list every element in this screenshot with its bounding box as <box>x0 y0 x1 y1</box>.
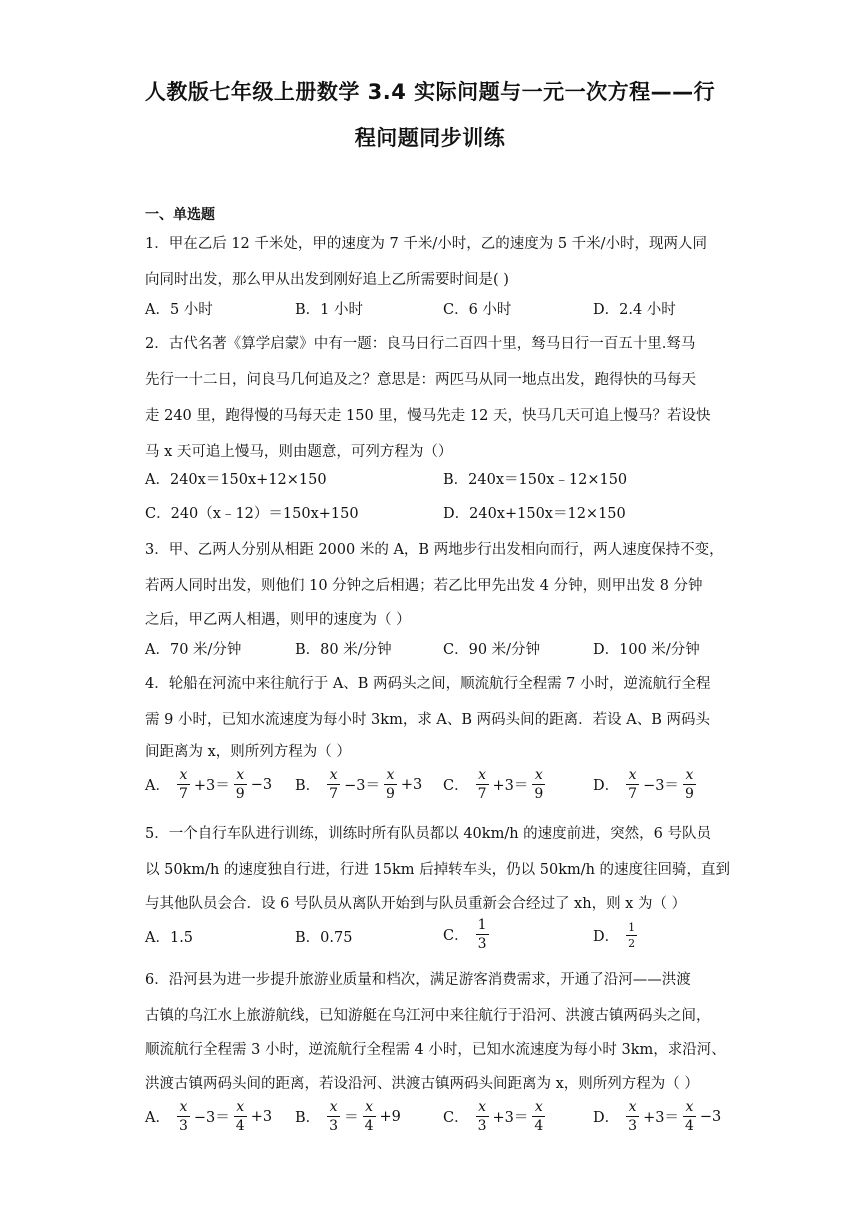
denominator: 4 <box>684 1118 694 1134</box>
page-title-line-2: 程问题同步训练 <box>354 126 506 150</box>
question-3-line-1: 3．甲、乙两人分别从相距 2000 米的 A，B 两地步行出发相向而行，两人速度保持不变， <box>145 542 724 558</box>
option-label: D． <box>593 929 620 945</box>
question-4-option-b[interactable] <box>295 768 425 801</box>
operator: +3 <box>400 776 423 793</box>
fraction <box>683 1100 696 1133</box>
question-2-options-row-2 <box>145 502 745 532</box>
question-1-option-c[interactable]: C．6 小时 <box>443 302 512 318</box>
fraction <box>234 768 247 801</box>
operator: +3＝ <box>492 778 529 794</box>
question-6-option-c[interactable] <box>443 1100 546 1133</box>
numerator: x <box>236 767 245 783</box>
question-2-line-1: 2．古代名著《算学启蒙》中有一题：良马日行二百四十里，驽马日行一百五十里.驽马 <box>145 336 696 352</box>
question-6-option-b[interactable] <box>295 1100 404 1133</box>
operator: +3 <box>250 1108 273 1125</box>
operator: −3 <box>250 776 273 793</box>
question-2-option-c[interactable]: C．240（x﹣12）＝150x+150 <box>145 506 359 522</box>
fraction <box>363 1100 376 1133</box>
option-label: A． <box>145 778 170 794</box>
question-4-option-c[interactable] <box>443 768 546 801</box>
option-label: C． <box>443 928 469 944</box>
numerator: x <box>534 767 543 783</box>
denominator: 9 <box>385 786 395 802</box>
question-5-line-3: 与其他队员会合．设 6 号队员从离队开始到与队员重新会合经过了 xh，则 x 为（ ） <box>145 896 687 912</box>
question-1-option-d[interactable]: D．2.4 小时 <box>593 302 676 318</box>
fraction <box>234 1100 247 1133</box>
question-2-option-d[interactable]: D．240x+150x＝12×150 <box>443 506 626 522</box>
question-4-option-d[interactable] <box>593 768 697 801</box>
numerator: x <box>628 767 637 783</box>
question-6-line-2: 古镇的乌江水上旅游航线，已知游艇在乌江河中来往航行于沿河、洪渡古镇两码头之间， <box>145 1008 711 1024</box>
question-4-line-3: 间距离为 x，则所列方程为（ ） <box>145 744 351 760</box>
question-1-options <box>145 298 745 328</box>
question-2-line-4: 马 x 天可追上慢马，则由题意，可列方程为（） <box>145 444 453 460</box>
denominator: 9 <box>684 786 694 802</box>
question-1-option-a[interactable]: A．5 小时 <box>145 302 213 318</box>
question-3-option-d[interactable]: D．100 米/分钟 <box>593 642 700 658</box>
operator: +3＝ <box>643 1110 679 1126</box>
denominator: 3 <box>628 1118 638 1134</box>
fraction <box>476 918 489 951</box>
denominator: 7 <box>477 786 487 802</box>
denominator: 7 <box>178 786 188 802</box>
question-1-line-1: 1．甲在乙后 12 千米处，甲的速度为 7 千米/小时，乙的速度为 5 千米/小时，现两人同 <box>145 236 708 252</box>
question-3-option-b[interactable]: B．80 米/分钟 <box>295 642 392 658</box>
operator: −3＝ <box>643 778 679 794</box>
fraction <box>532 768 545 801</box>
question-5-option-d[interactable] <box>593 922 638 949</box>
fraction <box>683 768 696 801</box>
question-4-option-a[interactable] <box>145 768 275 801</box>
fraction <box>626 922 637 949</box>
fraction <box>177 768 190 801</box>
denominator: 4 <box>364 1118 374 1134</box>
numerator: x <box>478 767 487 783</box>
page-title-line-1: 人教版七年级上册数学 3.4 实际问题与一元一次方程——行 <box>144 80 716 104</box>
numerator: x <box>685 767 694 783</box>
fraction <box>476 768 489 801</box>
denominator: 7 <box>329 786 339 802</box>
question-2-line-2: 先行一十二日，问良马几何追及之？意思是：两匹马从同一地点出发，跑得快的马每天 <box>145 372 696 388</box>
operator: +9 <box>379 1108 401 1125</box>
denominator: 7 <box>628 786 638 802</box>
operator: ＝ <box>344 1110 359 1126</box>
denominator: 3 <box>329 1118 339 1134</box>
question-5-line-2: 以 50km/h 的速度独自行进，行进 15km 后掉转车头，仍以 50km/h 的速度往回骑，直到 <box>145 862 731 878</box>
question-5-line-1: 5．一个自行车队进行训练，训练时所有队员都以 40km/h 的速度前进，突然，6 号队员 <box>145 826 711 842</box>
question-5-option-a[interactable]: A．1.5 <box>145 930 194 946</box>
option-label: A． <box>145 1110 170 1126</box>
denominator: 4 <box>235 1118 245 1134</box>
question-6-line-3: 顺流航行全程需 3 小时，逆流航行全程需 4 小时，已知水流速度为每小时 3km，求沿河、 <box>145 1042 726 1058</box>
operator: −3 <box>699 1108 722 1125</box>
question-6-line-4: 洪渡古镇两码头间的距离，若设沿河、洪渡古镇两码头间距离为 x，则所列方程为（ ） <box>145 1076 699 1092</box>
option-label: B． <box>295 778 321 794</box>
option-label: D． <box>593 1110 620 1126</box>
fraction <box>327 768 340 801</box>
question-6-options <box>145 1100 745 1144</box>
option-label: B． <box>295 1110 321 1126</box>
operator: −3＝ <box>193 1110 230 1126</box>
numerator: 1 <box>477 917 487 933</box>
numerator: x <box>628 1099 637 1115</box>
question-1-option-b[interactable]: B．1 小时 <box>295 302 363 318</box>
question-4-line-1: 4．轮船在河流中来往航行于 A、B 两码头之间，顺流航行全程需 7 小时，逆流航行全程 <box>145 676 711 692</box>
fraction <box>177 1100 190 1133</box>
question-3-option-c[interactable]: C．90 米/分钟 <box>443 642 541 658</box>
question-4-line-2: 需 9 小时，已知水流速度为每小时 3km，求 A、B 两码头间的距离．若设 A、B 两码头 <box>145 712 711 728</box>
numerator: x <box>179 1099 188 1115</box>
fraction <box>532 1100 545 1133</box>
question-5-option-c[interactable] <box>443 918 490 951</box>
denominator: 2 <box>628 937 636 950</box>
question-5-option-b[interactable]: B．0.75 <box>295 930 353 946</box>
option-label: C． <box>443 778 469 794</box>
question-2-option-b[interactable]: B．240x＝150x﹣12×150 <box>443 472 628 488</box>
operator: −3＝ <box>344 778 380 794</box>
operator: +3＝ <box>193 778 230 794</box>
question-3-line-2: 若两人同时出发，则他们 10 分钟之后相遇；若乙比甲先出发 4 分钟，则甲出发 8 分钟 <box>145 578 703 594</box>
denominator: 9 <box>534 786 544 802</box>
numerator: x <box>386 767 395 783</box>
numerator: x <box>685 1099 694 1115</box>
numerator: x <box>534 1099 543 1115</box>
question-2-line-3: 走 240 里，跑得慢的马每天走 150 里，慢马先走 12 天，快马几天可追上慢马？若设快 <box>145 408 711 424</box>
denominator: 9 <box>235 786 245 802</box>
question-1-line-2: 向同时出发，那么甲从出发到刚好追上乙所需要时间是( ) <box>145 272 509 288</box>
fraction <box>327 1100 340 1133</box>
question-3-line-3: 之后，甲乙两人相遇，则甲的速度为（ ） <box>145 612 411 628</box>
question-4-options <box>145 768 745 812</box>
question-3-options <box>145 638 745 668</box>
fraction <box>626 768 639 801</box>
numerator: 1 <box>628 921 636 934</box>
denominator: 3 <box>178 1118 188 1134</box>
question-2-option-a[interactable]: A．240x＝150x+12×150 <box>145 472 327 488</box>
question-3-option-a[interactable]: A．70 米/分钟 <box>145 642 242 658</box>
numerator: x <box>365 1099 373 1115</box>
fraction <box>384 768 397 801</box>
numerator: x <box>179 767 188 783</box>
operator: +3＝ <box>492 1110 529 1126</box>
option-label: D． <box>593 778 620 794</box>
question-2-options-row-1 <box>145 468 745 498</box>
denominator: 4 <box>534 1118 544 1134</box>
fraction <box>476 1100 489 1133</box>
question-6-option-d[interactable] <box>593 1100 724 1133</box>
numerator: x <box>478 1099 487 1115</box>
question-6-line-1: 6．沿河县为进一步提升旅游业质量和档次，满足游客消费需求，开通了沿河——洪渡 <box>145 972 691 988</box>
denominator: 3 <box>477 1118 487 1134</box>
fraction <box>626 1100 639 1133</box>
section-heading: 一、单选题 <box>145 207 215 223</box>
denominator: 3 <box>477 936 487 952</box>
numerator: x <box>329 767 338 783</box>
question-6-option-a[interactable] <box>145 1100 275 1133</box>
question-5-options <box>145 918 745 958</box>
numerator: x <box>236 1099 245 1115</box>
option-label: C． <box>443 1110 469 1126</box>
numerator: x <box>329 1099 338 1115</box>
